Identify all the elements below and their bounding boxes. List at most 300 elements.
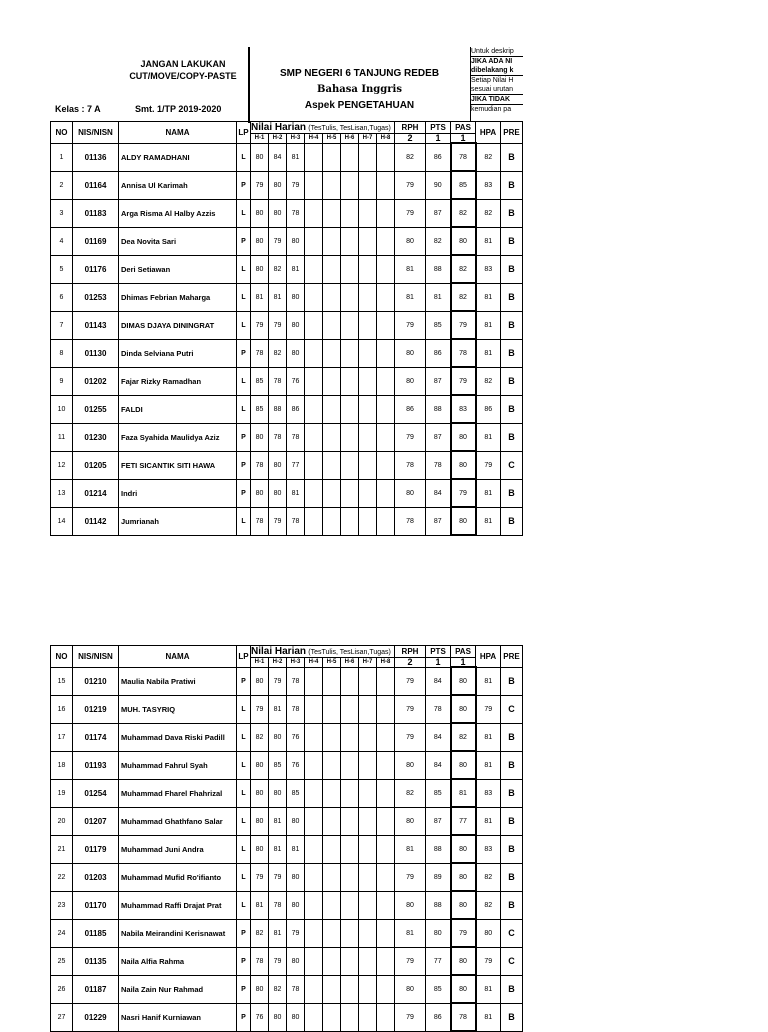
- score-hpa: 81: [476, 423, 501, 451]
- score-pts: 78: [426, 451, 451, 479]
- h-label-header: H-7: [359, 658, 377, 668]
- score-pts: 84: [426, 667, 451, 695]
- score-h6: [341, 919, 359, 947]
- row-number: 22: [51, 863, 73, 891]
- score-h7: [359, 171, 377, 199]
- note-line-4: Setiap Nilai H: [471, 77, 514, 84]
- score-h4: [305, 975, 323, 1003]
- score-rph: 80: [395, 975, 426, 1003]
- score-pts: 81: [426, 283, 451, 311]
- score-h2: 79: [269, 311, 287, 339]
- score-hpa: 81: [476, 667, 501, 695]
- predicate: C: [501, 695, 523, 723]
- score-h7: [359, 779, 377, 807]
- score-h5: [323, 947, 341, 975]
- student-name: Muhammad Juni Andra: [119, 835, 237, 863]
- score-h8: [377, 143, 395, 171]
- score-pas: 85: [451, 171, 476, 199]
- predicate: B: [501, 723, 523, 751]
- score-h5: [323, 667, 341, 695]
- aspect-name: Aspek PENGETAHUAN: [304, 100, 415, 111]
- score-h7: [359, 143, 377, 171]
- score-rph: 80: [395, 367, 426, 395]
- row-number: 7: [51, 311, 73, 339]
- score-pts: 90: [426, 171, 451, 199]
- table-row: [51, 667, 523, 695]
- score-pas: 80: [451, 451, 476, 479]
- nilai-harian-subtitle: (TesTulis, TesLisan,Tugas): [308, 125, 391, 132]
- score-h8: [377, 975, 395, 1003]
- score-h2: 80: [269, 1003, 287, 1031]
- score-h5: [323, 283, 341, 311]
- student-gender: P: [237, 667, 251, 695]
- score-h8: [377, 395, 395, 423]
- score-rph: 81: [395, 255, 426, 283]
- score-h4: [305, 199, 323, 227]
- score-h7: [359, 863, 377, 891]
- score-hpa: 83: [476, 835, 501, 863]
- score-h3: 80: [287, 947, 305, 975]
- score-h3: 81: [287, 143, 305, 171]
- score-hpa: 82: [476, 863, 501, 891]
- row-number: 18: [51, 751, 73, 779]
- score-pas: 82: [451, 255, 476, 283]
- score-pts: 89: [426, 863, 451, 891]
- predicate: C: [501, 947, 523, 975]
- score-h3: 80: [287, 863, 305, 891]
- score-h5: [323, 723, 341, 751]
- student-nis: 01214: [73, 479, 119, 507]
- student-name: Muhammad Fahrul Syah: [119, 751, 237, 779]
- score-h6: [341, 143, 359, 171]
- student-nis: 01170: [73, 891, 119, 919]
- score-h1: 82: [251, 723, 269, 751]
- score-h8: [377, 423, 395, 451]
- row-number: 26: [51, 975, 73, 1003]
- table-row: [51, 751, 523, 779]
- score-pts: 82: [426, 227, 451, 255]
- predicate: B: [501, 227, 523, 255]
- h-label-header: H-1: [251, 134, 269, 144]
- row-number: 4: [51, 227, 73, 255]
- score-h1: 80: [251, 667, 269, 695]
- score-h7: [359, 667, 377, 695]
- student-gender: P: [237, 171, 251, 199]
- score-h1: 79: [251, 311, 269, 339]
- score-h8: [377, 751, 395, 779]
- score-pas: 80: [451, 835, 476, 863]
- student-gender: L: [237, 395, 251, 423]
- score-pas: 77: [451, 807, 476, 835]
- score-pas: 82: [451, 723, 476, 751]
- row-number: 24: [51, 919, 73, 947]
- score-h6: [341, 723, 359, 751]
- score-h5: [323, 507, 341, 535]
- score-h1: 80: [251, 199, 269, 227]
- score-h8: [377, 311, 395, 339]
- score-h1: 78: [251, 339, 269, 367]
- score-h4: [305, 863, 323, 891]
- col-pas-header: PAS: [451, 646, 476, 658]
- score-hpa: 79: [476, 451, 501, 479]
- score-h8: [377, 451, 395, 479]
- score-rph: 82: [395, 779, 426, 807]
- col-no-header: NO: [51, 122, 73, 144]
- note-line-3: dibelakang k: [471, 66, 523, 76]
- student-gender: L: [237, 835, 251, 863]
- predicate: B: [501, 835, 523, 863]
- score-h1: 80: [251, 255, 269, 283]
- student-name: Muhammad Fharel Fhahrizal: [119, 779, 237, 807]
- student-gender: L: [237, 723, 251, 751]
- score-h2: 82: [269, 339, 287, 367]
- score-hpa: 81: [476, 283, 501, 311]
- score-h5: [323, 339, 341, 367]
- score-pas: 78: [451, 339, 476, 367]
- score-rph: 79: [395, 863, 426, 891]
- score-rph: 86: [395, 395, 426, 423]
- note-line-6: JIKA TIDAK: [471, 95, 523, 105]
- score-rph: 80: [395, 891, 426, 919]
- col-lp-header: LP: [237, 646, 251, 668]
- nilai-harian-subtitle: (TesTulis, TesLisan,Tugas): [308, 649, 391, 656]
- score-h1: 78: [251, 451, 269, 479]
- score-h7: [359, 947, 377, 975]
- score-h7: [359, 695, 377, 723]
- score-h7: [359, 451, 377, 479]
- col-nama-header: NAMA: [119, 646, 237, 668]
- score-h6: [341, 283, 359, 311]
- subject-name: Bahasa Inggris: [317, 84, 402, 95]
- predicate: B: [501, 255, 523, 283]
- score-hpa: 81: [476, 975, 501, 1003]
- score-h4: [305, 367, 323, 395]
- score-pts: 86: [426, 143, 451, 171]
- student-gender: L: [237, 283, 251, 311]
- score-h8: [377, 1003, 395, 1031]
- row-number: 19: [51, 779, 73, 807]
- col-nama-header: NAMA: [119, 122, 237, 144]
- score-h6: [341, 339, 359, 367]
- student-name: Muhammad Raffi Drajat Prat: [119, 891, 237, 919]
- score-h7: [359, 723, 377, 751]
- score-h3: 79: [287, 919, 305, 947]
- score-h3: 80: [287, 283, 305, 311]
- table-row: [51, 367, 523, 395]
- student-name: FETI SICANTIK SITI HAWA: [119, 451, 237, 479]
- score-h6: [341, 451, 359, 479]
- score-pas: 79: [451, 919, 476, 947]
- score-h3: 80: [287, 311, 305, 339]
- score-h4: [305, 779, 323, 807]
- score-pts: 84: [426, 751, 451, 779]
- student-nis: 01219: [73, 695, 119, 723]
- score-rph: 78: [395, 507, 426, 535]
- score-h8: [377, 807, 395, 835]
- predicate: B: [501, 507, 523, 535]
- score-h4: [305, 311, 323, 339]
- predicate: B: [501, 311, 523, 339]
- pas-weight: 1: [451, 134, 476, 144]
- table-row: [51, 255, 523, 283]
- score-hpa: 86: [476, 395, 501, 423]
- score-h6: [341, 947, 359, 975]
- student-nis: 01255: [73, 395, 119, 423]
- score-h4: [305, 451, 323, 479]
- score-h4: [305, 479, 323, 507]
- score-h5: [323, 255, 341, 283]
- student-name: Muhammad Dava Riski Padill: [119, 723, 237, 751]
- pas-weight: 1: [451, 658, 476, 668]
- score-rph: 78: [395, 451, 426, 479]
- table-row: [51, 695, 523, 723]
- score-h3: 77: [287, 451, 305, 479]
- pts-weight: 1: [426, 134, 451, 144]
- predicate: B: [501, 667, 523, 695]
- nilai-harian-title: Nilai Harian: [251, 646, 307, 657]
- student-name: Dinda Selviana Putri: [119, 339, 237, 367]
- score-pts: 77: [426, 947, 451, 975]
- score-h8: [377, 339, 395, 367]
- student-nis: 01174: [73, 723, 119, 751]
- score-pas: 83: [451, 395, 476, 423]
- score-h6: [341, 751, 359, 779]
- row-number: 6: [51, 283, 73, 311]
- score-h5: [323, 863, 341, 891]
- score-h7: [359, 479, 377, 507]
- score-h6: [341, 171, 359, 199]
- student-nis: 01193: [73, 751, 119, 779]
- student-gender: P: [237, 919, 251, 947]
- h-label-header: H-5: [323, 134, 341, 144]
- score-h8: [377, 947, 395, 975]
- score-h8: [377, 171, 395, 199]
- score-rph: 82: [395, 143, 426, 171]
- predicate: B: [501, 143, 523, 171]
- score-h7: [359, 367, 377, 395]
- score-hpa: 81: [476, 311, 501, 339]
- score-h6: [341, 227, 359, 255]
- h-label-header: H-3: [287, 658, 305, 668]
- score-h8: [377, 891, 395, 919]
- score-h6: [341, 835, 359, 863]
- student-name: MUH. TASYRIQ: [119, 695, 237, 723]
- score-h3: 78: [287, 695, 305, 723]
- h-label-header: H-4: [305, 658, 323, 668]
- h-label-header: H-5: [323, 658, 341, 668]
- score-h1: 79: [251, 863, 269, 891]
- table-row: [51, 451, 523, 479]
- student-gender: P: [237, 423, 251, 451]
- student-nis: 01183: [73, 199, 119, 227]
- score-h5: [323, 835, 341, 863]
- student-name: ALDY RAMADHANI: [119, 143, 237, 171]
- row-number: 27: [51, 1003, 73, 1031]
- row-number: 14: [51, 507, 73, 535]
- score-h5: [323, 695, 341, 723]
- score-h3: 81: [287, 479, 305, 507]
- score-h2: 88: [269, 395, 287, 423]
- score-h5: [323, 807, 341, 835]
- score-h8: [377, 779, 395, 807]
- row-number: 23: [51, 891, 73, 919]
- row-number: 15: [51, 667, 73, 695]
- table-row: [51, 919, 523, 947]
- score-hpa: 81: [476, 751, 501, 779]
- score-pts: 87: [426, 507, 451, 535]
- score-h1: 80: [251, 835, 269, 863]
- score-h1: 81: [251, 283, 269, 311]
- score-rph: 81: [395, 835, 426, 863]
- student-gender: L: [237, 311, 251, 339]
- score-h1: 80: [251, 807, 269, 835]
- score-h7: [359, 507, 377, 535]
- score-h3: 80: [287, 227, 305, 255]
- score-pas: 80: [451, 507, 476, 535]
- table-row: [51, 723, 523, 751]
- score-pas: 79: [451, 479, 476, 507]
- score-pas: 82: [451, 199, 476, 227]
- table-row: [51, 1003, 523, 1031]
- note-line-1: Untuk deskrip: [471, 47, 523, 57]
- col-no-header: NO: [51, 646, 73, 668]
- score-h1: 80: [251, 479, 269, 507]
- col-pas-header: PAS: [451, 122, 476, 134]
- score-pts: 85: [426, 975, 451, 1003]
- student-gender: P: [237, 947, 251, 975]
- predicate: B: [501, 479, 523, 507]
- score-h1: 79: [251, 171, 269, 199]
- score-h5: [323, 395, 341, 423]
- score-h4: [305, 507, 323, 535]
- score-h6: [341, 667, 359, 695]
- predicate: B: [501, 891, 523, 919]
- score-h3: 80: [287, 891, 305, 919]
- student-gender: P: [237, 1003, 251, 1031]
- nilai-harian-header: [251, 122, 395, 134]
- score-h2: 81: [269, 283, 287, 311]
- score-h2: 78: [269, 367, 287, 395]
- score-hpa: 80: [476, 919, 501, 947]
- score-pas: 80: [451, 423, 476, 451]
- score-h4: [305, 339, 323, 367]
- score-rph: 79: [395, 723, 426, 751]
- score-h1: 80: [251, 143, 269, 171]
- table-row: [51, 339, 523, 367]
- nilai-harian-header: [251, 646, 395, 658]
- score-rph: 79: [395, 947, 426, 975]
- score-h3: 76: [287, 751, 305, 779]
- table-row: [51, 143, 523, 171]
- score-h2: 79: [269, 947, 287, 975]
- score-pas: 80: [451, 975, 476, 1003]
- rph-weight: 2: [395, 134, 426, 144]
- score-h5: [323, 891, 341, 919]
- score-h4: [305, 919, 323, 947]
- score-h7: [359, 891, 377, 919]
- score-h7: [359, 283, 377, 311]
- score-h3: 79: [287, 171, 305, 199]
- row-number: 5: [51, 255, 73, 283]
- score-pts: 78: [426, 695, 451, 723]
- score-h4: [305, 695, 323, 723]
- score-h3: 78: [287, 507, 305, 535]
- score-pts: 87: [426, 199, 451, 227]
- score-hpa: 79: [476, 947, 501, 975]
- score-h7: [359, 227, 377, 255]
- student-name: FALDI: [119, 395, 237, 423]
- score-rph: 81: [395, 283, 426, 311]
- score-h6: [341, 507, 359, 535]
- student-gender: P: [237, 975, 251, 1003]
- table-row: [51, 311, 523, 339]
- score-h8: [377, 255, 395, 283]
- score-h2: 80: [269, 723, 287, 751]
- student-name: Arga Risma Al Halby Azzis: [119, 199, 237, 227]
- score-h4: [305, 891, 323, 919]
- score-h6: [341, 367, 359, 395]
- score-h4: [305, 143, 323, 171]
- predicate: B: [501, 1003, 523, 1031]
- col-lp-header: LP: [237, 122, 251, 144]
- student-gender: P: [237, 339, 251, 367]
- score-h4: [305, 1003, 323, 1031]
- score-h8: [377, 227, 395, 255]
- score-h7: [359, 751, 377, 779]
- h-label-header: H-2: [269, 658, 287, 668]
- col-rph-header: RPH: [395, 646, 426, 658]
- score-h5: [323, 479, 341, 507]
- predicate: B: [501, 171, 523, 199]
- score-h2: 80: [269, 779, 287, 807]
- score-pas: 78: [451, 143, 476, 171]
- score-hpa: 83: [476, 171, 501, 199]
- score-h2: 81: [269, 919, 287, 947]
- h-label-header: H-3: [287, 134, 305, 144]
- table-row: [51, 507, 523, 535]
- score-hpa: 83: [476, 779, 501, 807]
- score-rph: 80: [395, 751, 426, 779]
- student-gender: L: [237, 507, 251, 535]
- student-name: Dhimas Febrian Maharga: [119, 283, 237, 311]
- student-name: Faza Syahida Maulidya Aziz: [119, 423, 237, 451]
- score-h4: [305, 283, 323, 311]
- score-pts: 87: [426, 807, 451, 835]
- score-h2: 85: [269, 751, 287, 779]
- score-h1: 78: [251, 947, 269, 975]
- score-h8: [377, 919, 395, 947]
- score-h5: [323, 367, 341, 395]
- table-row: [51, 891, 523, 919]
- score-h4: [305, 255, 323, 283]
- score-h5: [323, 199, 341, 227]
- student-gender: P: [237, 451, 251, 479]
- score-h4: [305, 171, 323, 199]
- score-h1: 80: [251, 975, 269, 1003]
- score-pts: 84: [426, 723, 451, 751]
- student-gender: L: [237, 863, 251, 891]
- student-nis: 01230: [73, 423, 119, 451]
- score-pts: 85: [426, 779, 451, 807]
- student-name: Indri: [119, 479, 237, 507]
- score-h2: 79: [269, 667, 287, 695]
- student-name: Dea Novita Sari: [119, 227, 237, 255]
- warning-line-1: JANGAN LAKUKAN: [140, 59, 226, 69]
- score-h6: [341, 395, 359, 423]
- h-label-header: H-2: [269, 134, 287, 144]
- score-h2: 81: [269, 835, 287, 863]
- col-pts-header: PTS: [426, 646, 451, 658]
